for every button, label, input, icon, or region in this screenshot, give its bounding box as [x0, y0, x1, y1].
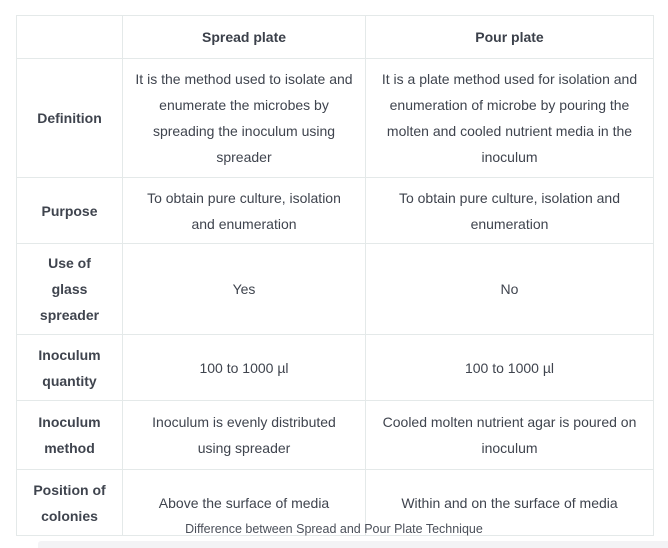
- row-label-glass-spreader: Use of glass spreader: [17, 244, 123, 335]
- cell-glass-spreader-pour: No: [366, 244, 654, 335]
- row-label-position-colonies: Position of colonies: [17, 470, 123, 536]
- table-caption: Difference between Spread and Pour Plate Technique: [185, 522, 483, 536]
- cell-definition-spread: It is the method used to isolate and enumerate the microbes by spreading the inoculum using spreader: [123, 59, 366, 178]
- cell-purpose-spread: To obtain pure culture, isolation and enumeration: [123, 178, 366, 244]
- row-label-purpose: Purpose: [17, 178, 123, 244]
- table-row-definition: [17, 59, 654, 178]
- column-header-spread-plate: Spread plate: [123, 16, 366, 59]
- table-row-purpose: [17, 178, 654, 244]
- row-label-inoculum-method: Inoculum method: [17, 401, 123, 470]
- column-header-pour-plate: Pour plate: [366, 16, 654, 59]
- bottom-divider: [38, 541, 668, 548]
- table-row-glass-spreader: [17, 244, 654, 335]
- cell-inoculum-method-spread: Inoculum is evenly distributed using spreader: [123, 401, 366, 470]
- cell-inoculum-method-pour: Cooled molten nutrient agar is poured on inoculum: [366, 401, 654, 470]
- table-row-inoculum-quantity: [17, 335, 654, 401]
- cell-position-colonies-spread: Above the surface of media: [123, 470, 366, 536]
- cell-definition-pour: It is a plate method used for isolation and enumeration of microbe by pouring the molten and cooled nutrient media in the inoculum: [366, 59, 654, 178]
- cell-purpose-pour: To obtain pure culture, isolation and enumeration: [366, 178, 654, 244]
- cell-position-colonies-pour: Within and on the surface of media: [366, 470, 654, 536]
- cell-glass-spreader-spread: Yes: [123, 244, 366, 335]
- row-label-inoculum-quantity: Inoculum quantity: [17, 335, 123, 401]
- column-header-empty: [17, 16, 123, 59]
- table-row-inoculum-method: [17, 401, 654, 470]
- cell-inoculum-quantity-pour: 100 to 1000 µl: [366, 335, 654, 401]
- cell-inoculum-quantity-spread: 100 to 1000 µl: [123, 335, 366, 401]
- row-label-definition: Definition: [17, 59, 123, 178]
- table-header-row: [17, 16, 654, 59]
- comparison-table: [16, 15, 654, 536]
